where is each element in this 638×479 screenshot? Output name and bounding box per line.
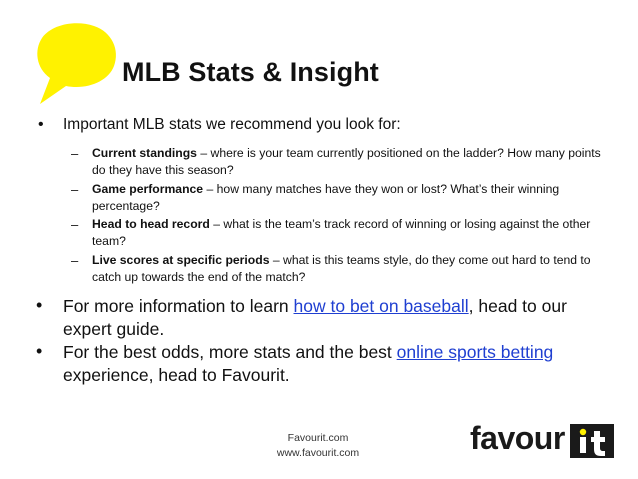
sub-item-game-performance: [92, 181, 602, 215]
bullet-text-pre: For the best odds, more stats and the best: [63, 342, 397, 362]
how-to-bet-on-baseball-link[interactable]: how to bet on baseball: [293, 296, 469, 316]
bullet-text: Important MLB stats we recommend you look for:: [63, 116, 401, 133]
bullet-icon: •: [36, 341, 43, 361]
sub-item-label: Current standings: [92, 146, 197, 160]
footer-site-name: Favourit.com: [287, 432, 349, 444]
logo-it-glyph: [570, 424, 614, 458]
footer: [248, 431, 388, 461]
bullet-text-post: , head to our expert guide.: [63, 296, 567, 339]
sub-item-text: – what is this teams style, do they come out hard to tend to catch up towards the end of the match?: [92, 253, 591, 284]
slide-title: MLB Stats & Insight: [122, 57, 379, 87]
footer-url: www.favourit.com: [276, 447, 360, 459]
online-sports-betting-link[interactable]: online sports betting: [396, 342, 554, 362]
sub-item-text: – where is your team currently positioned on the ladder? How many points do they have this season?: [92, 146, 601, 177]
speech-bubble-icon: [28, 20, 120, 106]
bullet-text-sports-betting: [63, 341, 608, 387]
bullet-text-post: experience, head to Favourit.: [63, 365, 290, 385]
sub-item-head-to-head: [92, 216, 602, 250]
dash-icon: –: [71, 217, 79, 232]
sub-item-current-standings: [92, 145, 602, 179]
dash-icon: –: [71, 146, 79, 161]
bullet-text-pre: For more information to learn: [63, 296, 294, 316]
sub-item-label: Game performance: [92, 182, 204, 196]
sub-item-text: – what is the team’s track record of winning or losing against the other team?: [92, 217, 591, 248]
sub-item-label: Head to head record: [92, 217, 210, 231]
bullet-icon: •: [36, 295, 43, 315]
sub-item-live-scores: [92, 252, 602, 286]
favourit-logo: [470, 416, 620, 466]
bullet-text-baseball-guide: [63, 295, 608, 341]
sub-item-text: – how many matches have they won or lost? What’s their winning percentage?: [92, 182, 560, 213]
bullet-icon: •: [38, 116, 44, 133]
logo-wordmark: favour: [470, 420, 565, 456]
dash-icon: –: [71, 253, 79, 268]
dash-icon: –: [71, 182, 79, 197]
sub-item-label: Live scores at specific periods: [92, 253, 270, 267]
